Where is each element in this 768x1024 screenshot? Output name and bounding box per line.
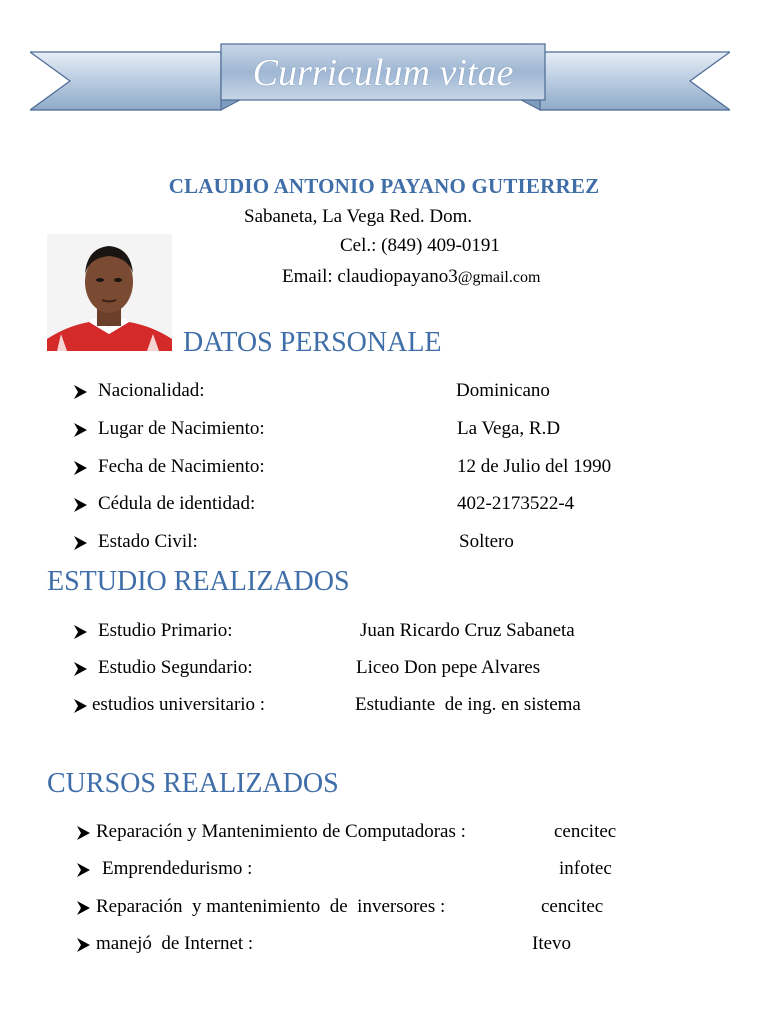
arrow-bullet-icon — [77, 861, 90, 883]
field-label: Lugar de Nacimiento: — [98, 418, 265, 439]
field-value: 402-2173522-4 — [457, 493, 575, 514]
field-label: Estado Civil: — [98, 531, 198, 552]
arrow-bullet-icon — [74, 534, 87, 556]
field-label: Estudio Segundario: — [98, 657, 253, 678]
field-value: infotec — [559, 858, 612, 879]
arrow-bullet-icon — [74, 697, 87, 719]
field-value: Juan Ricardo Cruz Sabaneta — [360, 620, 575, 641]
arrow-bullet-icon — [74, 459, 87, 481]
arrow-bullet-icon — [77, 936, 90, 958]
arrow-bullet-icon — [74, 496, 87, 518]
field-label: Reparación y mantenimiento de inversores : — [96, 896, 446, 917]
field-value: Estudiante de ing. en sistema — [355, 694, 581, 715]
arrow-bullet-icon — [74, 660, 87, 682]
candidate-name: CLAUDIO ANTONIO PAYANO GUTIERREZ — [168, 174, 600, 198]
email — [282, 266, 540, 288]
address: Sabaneta, La Vega Red. Dom. — [244, 206, 473, 227]
field-label: Estudio Primario: — [98, 620, 233, 641]
arrow-bullet-icon — [74, 623, 87, 645]
arrow-bullet-icon — [77, 899, 90, 921]
field-label: Cédula de identidad: — [98, 493, 256, 514]
phone: Cel.: (849) 409-0191 — [340, 235, 500, 256]
field-value: Liceo Don pepe Alvares — [356, 657, 541, 678]
field-label: Reparación y Mantenimiento de Computadoras : — [96, 821, 466, 842]
section-heading-studies: ESTUDIO REALIZADOS — [47, 566, 350, 597]
profile-photo — [47, 234, 172, 351]
field-value: Itevo — [532, 933, 572, 954]
arrow-bullet-icon — [77, 824, 90, 846]
section-heading-personal: DATOS PERSONALE — [183, 327, 442, 358]
field-value: Soltero — [459, 531, 514, 552]
email-domain: @gmail.com — [457, 269, 541, 286]
field-value: La Vega, R.D — [457, 418, 561, 439]
field-label: manejó de Internet : — [96, 933, 254, 954]
field-label: Emprendedurismo : — [102, 858, 253, 879]
field-label: Nacionalidad: — [98, 380, 205, 401]
field-label: estudios universitario : — [92, 694, 266, 715]
field-value: cencitec — [554, 821, 617, 842]
field-value: 12 de Julio del 1990 — [457, 456, 612, 477]
banner-title: Curriculum vitae — [252, 52, 514, 94]
email-user: claudiopayano3 — [337, 266, 458, 287]
arrow-bullet-icon — [74, 383, 87, 405]
arrow-bullet-icon — [74, 421, 87, 443]
email-label: Email: — [282, 266, 338, 287]
field-value: cencitec — [541, 896, 604, 917]
section-heading-courses: CURSOS REALIZADOS — [47, 768, 339, 799]
field-label: Fecha de Nacimiento: — [98, 456, 265, 477]
field-value: Dominicano — [456, 380, 550, 401]
